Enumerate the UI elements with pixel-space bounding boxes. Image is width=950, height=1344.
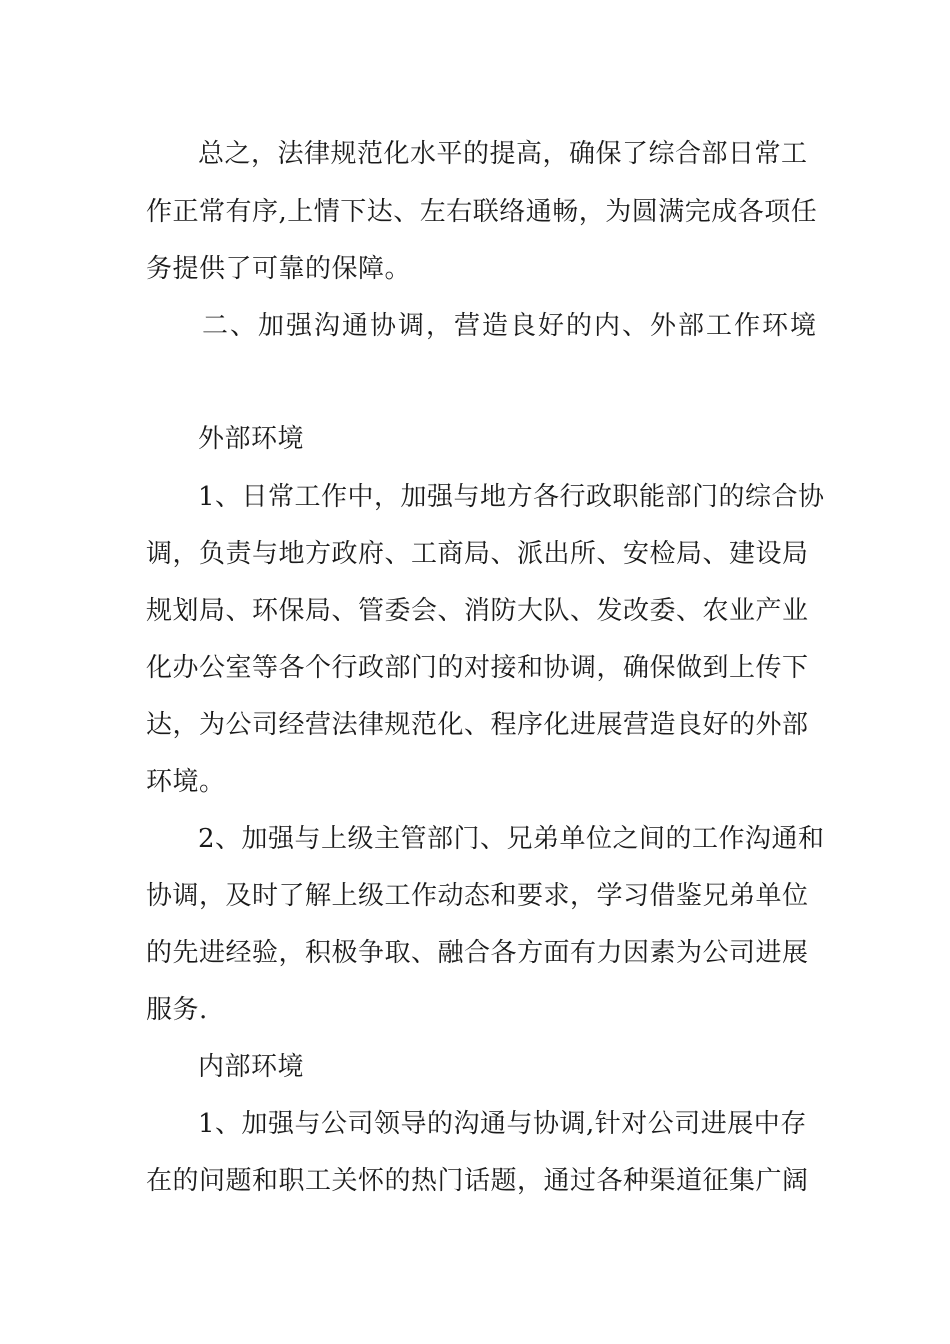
paragraph-line: 务提供了可靠的保障。	[146, 254, 412, 284]
paragraph-line: 作正常有序,上情下达、左右联络通畅，为圆满完成各项任	[146, 197, 818, 227]
paragraph-line: 1、日常工作中，加强与地方各行政职能部门的综合协	[198, 482, 825, 512]
paragraph-line: 2、加强与上级主管部门、兄弟单位之间的工作沟通和	[198, 824, 825, 854]
section-heading: 二、加强沟通协调，营造良好的内、外部工作环境	[202, 311, 819, 341]
paragraph-line: 总之，法律规范化水平的提高，确保了综合部日常工	[198, 139, 808, 169]
paragraph-line: 协调，及时了解上级工作动态和要求，学习借鉴兄弟单位	[146, 881, 809, 911]
paragraph-line: 化办公室等各个行政部门的对接和协调，确保做到上传下	[146, 653, 809, 683]
paragraph-line: 的先进经验，积极争取、融合各方面有力因素为公司进展	[146, 938, 809, 968]
paragraph-line: 规划局、环保局、管委会、消防大队、发改委、农业产业	[146, 596, 809, 626]
paragraph-line: 调，负责与地方政府、工商局、派出所、安检局、建设局	[146, 539, 809, 569]
subsection-title: 内部环境	[198, 1052, 305, 1082]
paragraph-line: 达，为公司经营法律规范化、程序化进展营造良好的外部	[146, 710, 809, 740]
paragraph-line: 在的问题和职工关怀的热门话题，通过各种渠道征集广阔	[146, 1166, 809, 1196]
paragraph-line: 服务.	[146, 995, 208, 1025]
paragraph-line: 1、加强与公司领导的沟通与协调,针对公司进展中存	[198, 1109, 807, 1139]
subsection-title: 外部环境	[198, 424, 305, 454]
paragraph-line: 环境。	[146, 767, 226, 797]
